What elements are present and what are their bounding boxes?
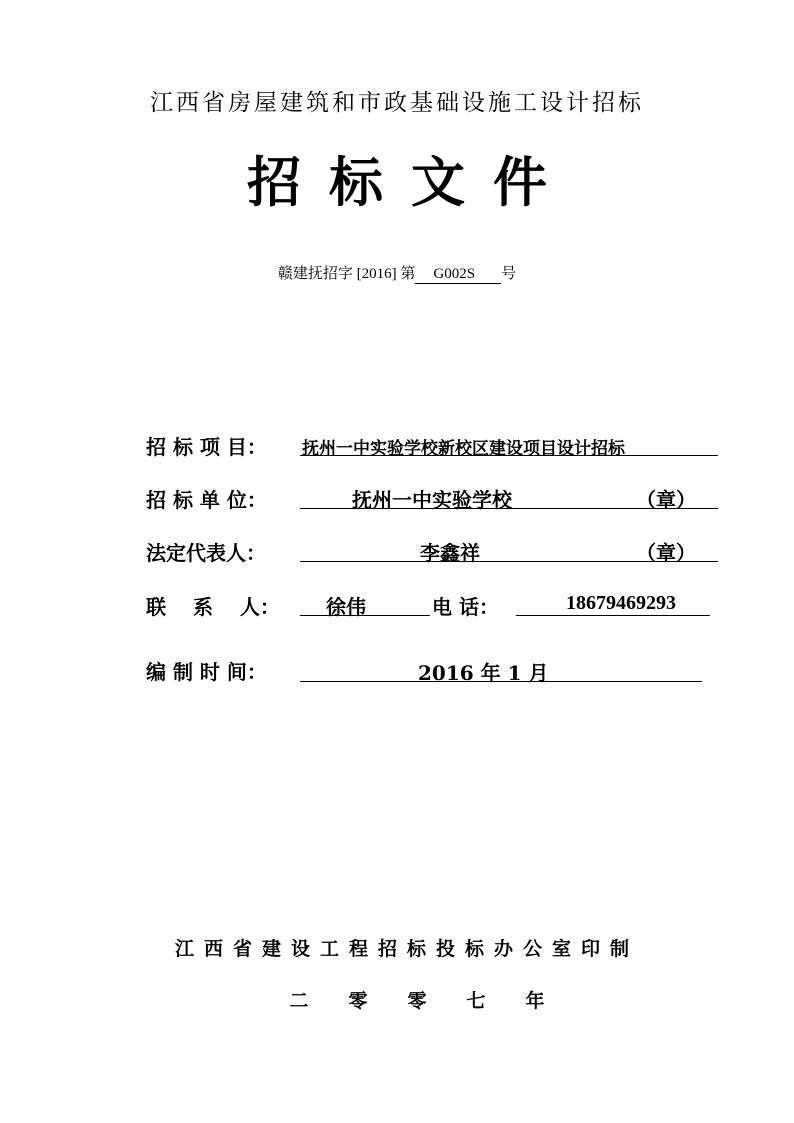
- phone-label: 电 话：: [432, 595, 499, 619]
- document-number: [0, 262, 794, 284]
- doc-number-suffix: 号: [501, 266, 517, 282]
- document-title: [0, 140, 794, 217]
- unit-seal: （章）: [636, 488, 696, 512]
- issue-year: 二零零七年: [289, 990, 585, 1012]
- title-char-3: 文: [411, 150, 465, 214]
- unit-value: 抚州一中实验学校: [352, 488, 512, 512]
- representative-label: 法定代表人：: [146, 541, 266, 565]
- contact-value: 徐伟: [326, 595, 366, 619]
- date-value: 2016 年 1 月: [418, 661, 549, 685]
- doc-number-prefix: 赣建抚招字 [2016] 第: [277, 266, 416, 282]
- document-subtitle: 江西省房屋建筑和市政基础设施工设计招标: [150, 90, 644, 116]
- project-value: 抚州一中实验学校新校区建设项目设计招标: [302, 439, 625, 459]
- issuing-office: 江西省建设工程招标投标办公室印制: [174, 938, 639, 960]
- unit-label: 招 标 单 位：: [146, 488, 267, 512]
- representative-seal: （章）: [636, 541, 696, 565]
- contact-label: 联 系 人：: [146, 595, 280, 619]
- doc-number-code: G002S: [415, 265, 501, 284]
- date-label: 编 制 时 间：: [146, 660, 267, 684]
- title-char-1: 招: [247, 150, 301, 214]
- project-label: 招 标 项 目：: [146, 435, 267, 459]
- title-char-2: 标: [329, 150, 383, 214]
- representative-value: 李鑫祥: [420, 541, 480, 565]
- title-char-4: 件: [493, 150, 547, 214]
- phone-value: 18679469293: [566, 592, 676, 614]
